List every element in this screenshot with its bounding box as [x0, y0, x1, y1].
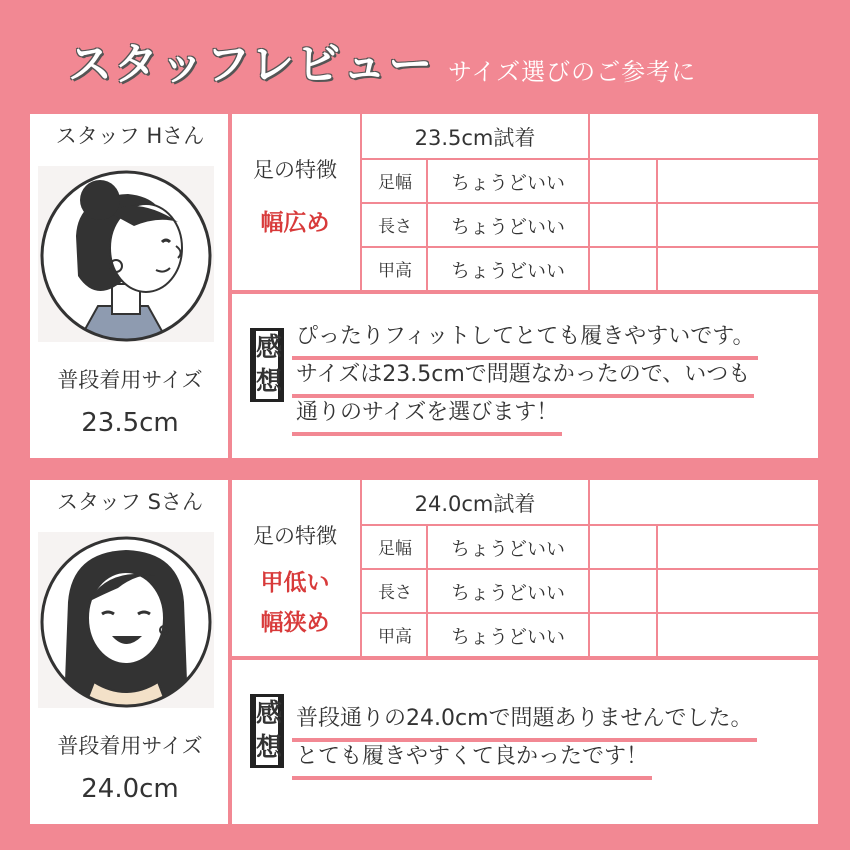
fit-row-value: ちょうどいい [450, 538, 565, 560]
fit-row-label: 長さ [378, 583, 412, 603]
fit-row-label: 甲高 [378, 261, 412, 281]
fit-row-value: ちょうどいい [450, 626, 565, 648]
comment-line: とても履きやすくて良かったです！ [292, 740, 652, 780]
comment-line: 通りのサイズを選びます！ [292, 396, 562, 436]
comment-line: ぴったりフィットしてとても履きやすいです。 [292, 320, 758, 360]
fit-row-label: 足幅 [378, 539, 412, 559]
usual-size-value: 23.5cm [81, 408, 179, 438]
usual-size-value: 24.0cm [81, 774, 179, 804]
foot-feature-value: 幅広め [260, 210, 330, 236]
staff-review-card-h [30, 114, 818, 458]
fit-row-label: 甲高 [378, 627, 412, 647]
foot-feature-value: 幅狭め [260, 610, 330, 636]
fit-row-label: 長さ [378, 217, 412, 237]
page-title: スタッフレビュー [68, 39, 435, 90]
staff-name: スタッフ Sさん [56, 490, 203, 514]
tried-size-label: 23.5cm試着 [414, 126, 536, 150]
staff-name: スタッフ Hさん [55, 124, 205, 148]
usual-size-label: 普段着用サイズ [57, 368, 203, 392]
fit-row-value: ちょうどいい [450, 260, 565, 282]
fit-row-value: ちょうどいい [450, 582, 565, 604]
foot-feature-value: 甲低い [260, 570, 330, 596]
avatar-frame [38, 532, 214, 708]
fit-row-value: ちょうどいい [450, 172, 565, 194]
tried-size-label: 24.0cm試着 [414, 492, 536, 516]
foot-feature-label: 足の特徴 [253, 524, 337, 548]
staff-review-card-s [30, 480, 818, 824]
impression-label: 感 想 [250, 328, 284, 402]
comment-line: 普段通りの24.0cmで問題ありませんでした。 [292, 702, 757, 742]
woman-long-hair-avatar-icon [38, 532, 214, 708]
foot-feature-label: 足の特徴 [253, 158, 337, 182]
fit-row-value: ちょうどいい [450, 216, 565, 238]
impression-label: 感 想 [250, 694, 284, 768]
avatar-frame [38, 166, 214, 342]
woman-bun-avatar-icon [38, 166, 214, 342]
usual-size-label: 普段着用サイズ [57, 734, 203, 758]
comment-line: サイズは23.5cmで問題なかったので、いつも [292, 358, 754, 398]
page-subtitle: サイズ選びのご参考に [448, 58, 697, 86]
fit-row-label: 足幅 [378, 173, 412, 193]
